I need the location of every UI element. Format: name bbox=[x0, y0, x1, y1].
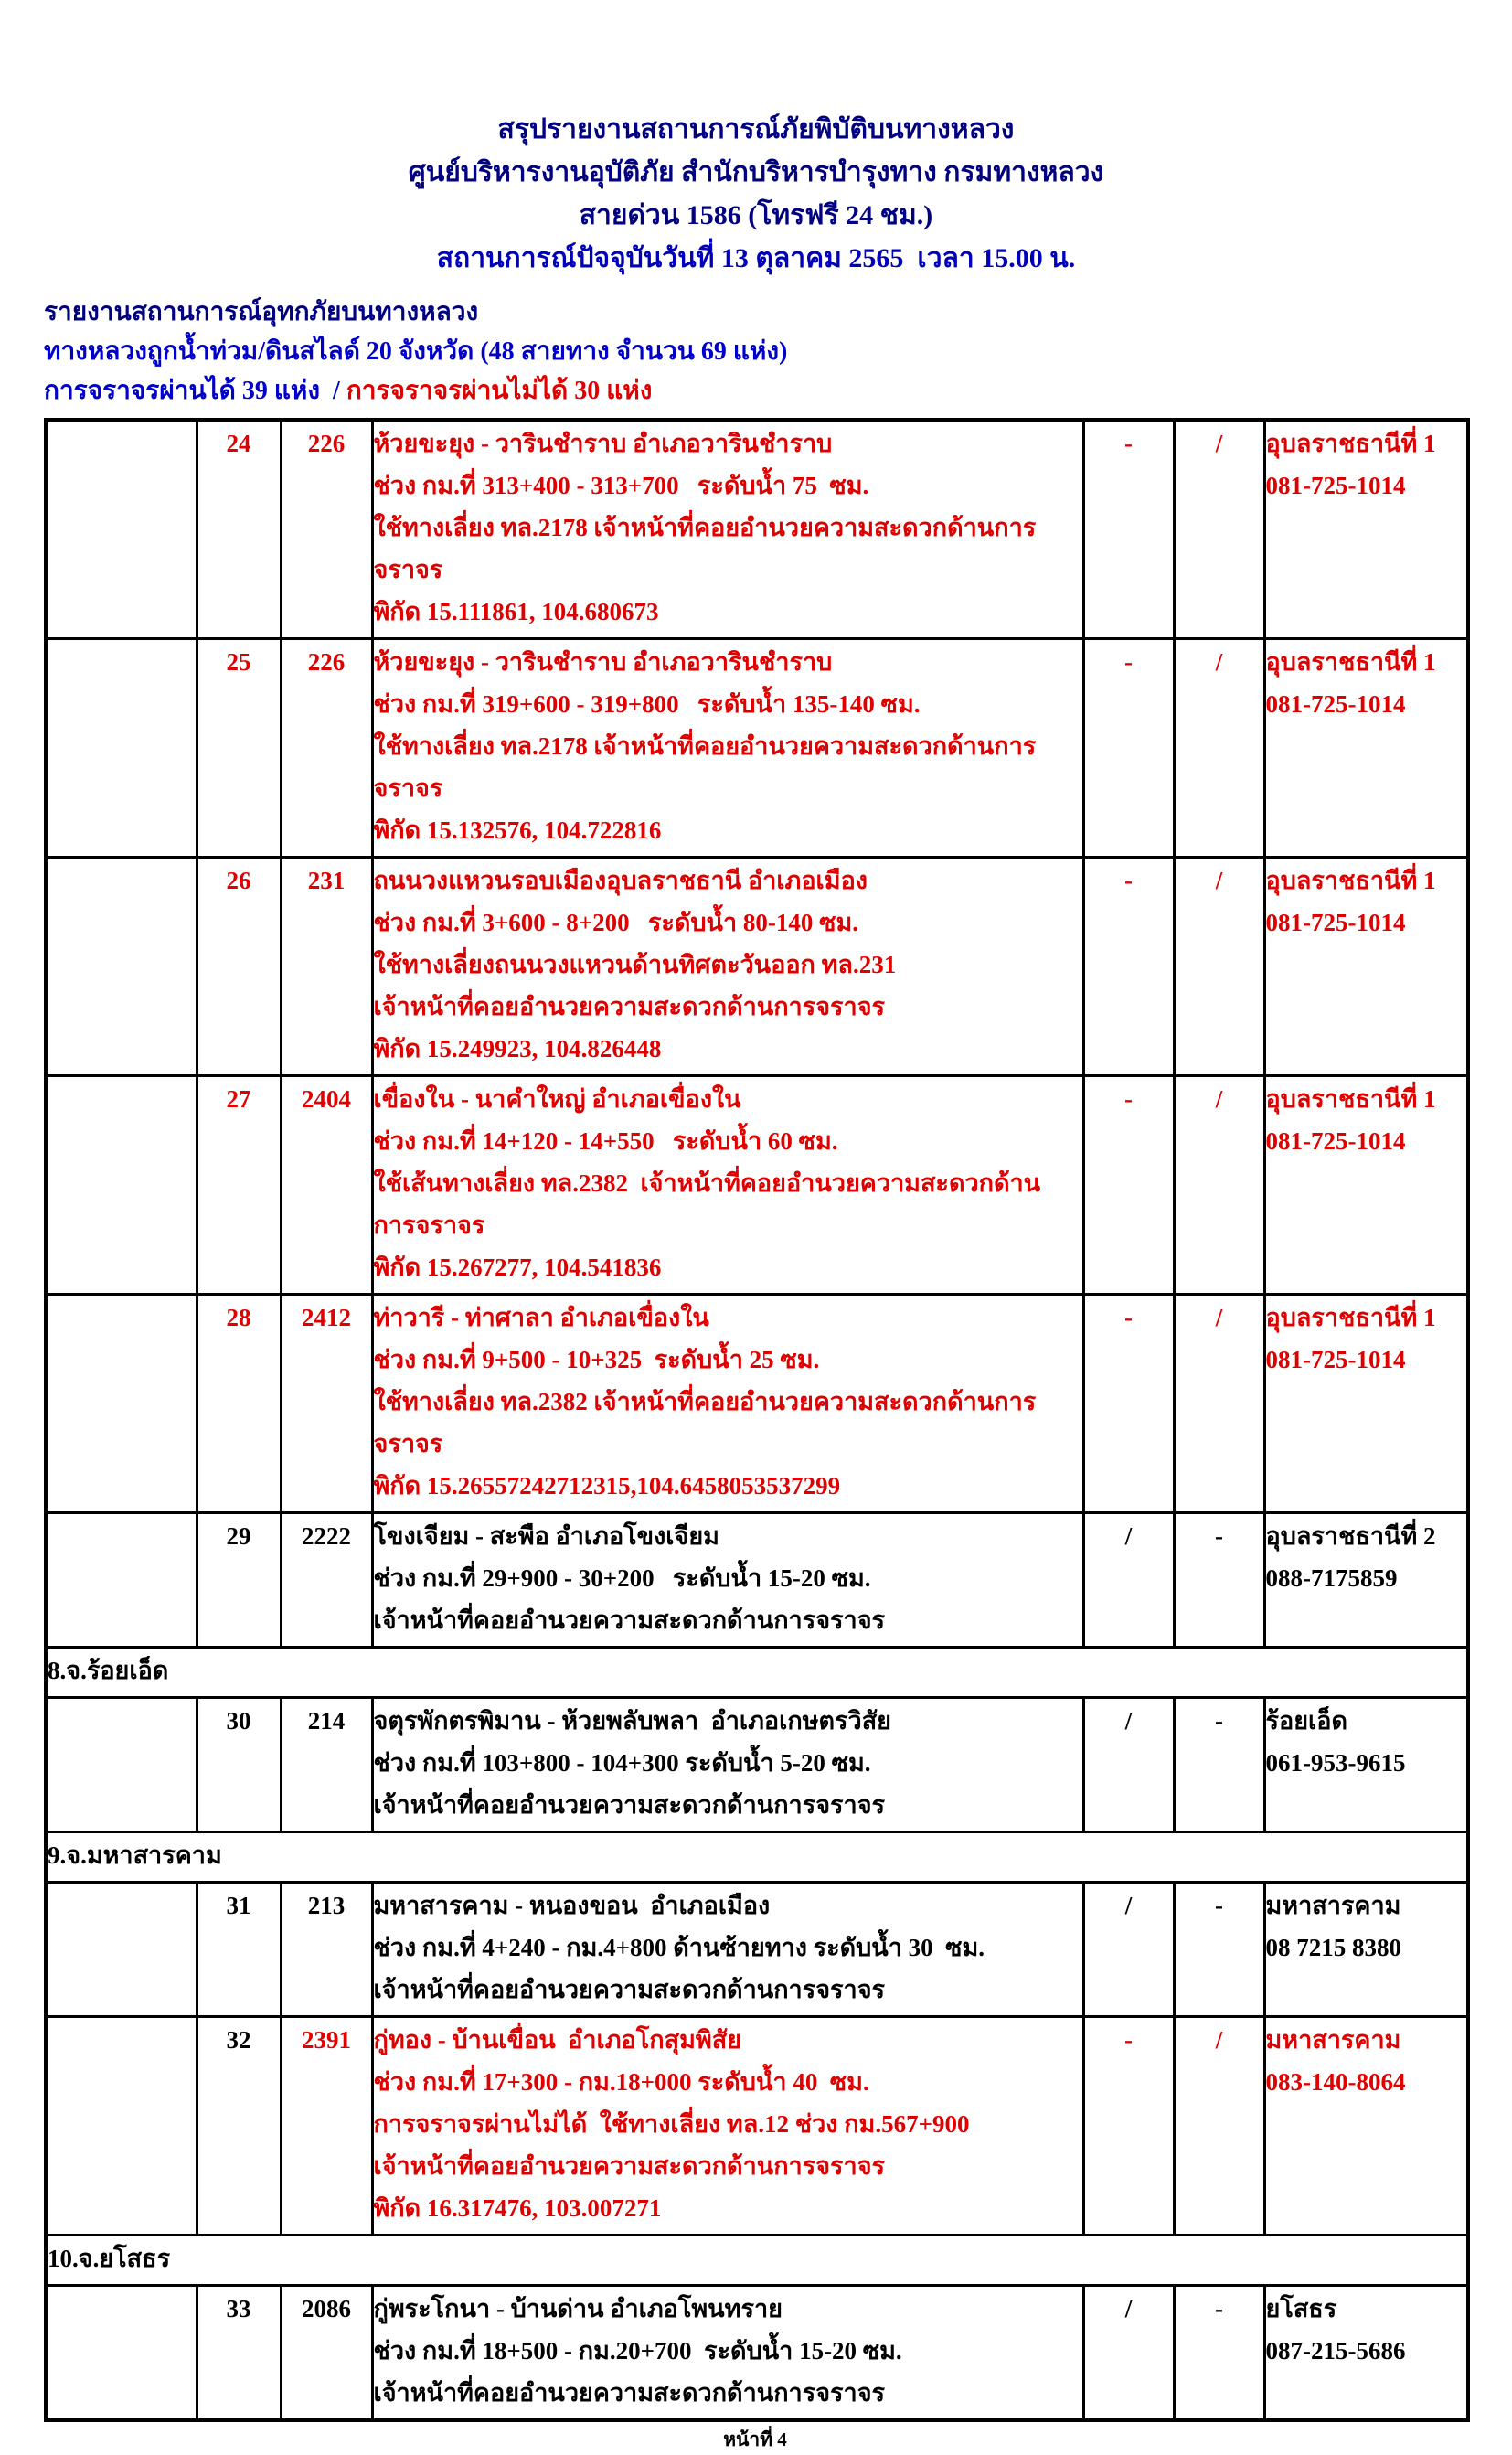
report-title: รายงานสถานการณ์อุทกภัยบนทางหลวง bbox=[44, 298, 479, 326]
header-hotline-line: สายด่วน 1586 (โทรฟรี 24 ชม.) bbox=[579, 200, 933, 230]
row-number-cell bbox=[197, 639, 281, 858]
province-cell bbox=[46, 858, 197, 1076]
cell-text-line: กู่พระโกนา - บ้านด่าน อำเภอโพนทราย bbox=[373, 2295, 783, 2322]
route-number-cell bbox=[281, 420, 372, 639]
passable-cell bbox=[1083, 2286, 1174, 2421]
cell-text-line: การจราจรผ่านไม่ได้ ใช้ทางเลี่ยง ทล.12 ช่วง กม.567+900 bbox=[373, 2110, 970, 2138]
route-number-cell bbox=[281, 858, 372, 1076]
contact-cell bbox=[1264, 858, 1468, 1076]
cell-text-line: พิกัด 15.111861, 104.680673 bbox=[373, 598, 659, 625]
cell-text-line: ใช้ทางเลี่ยง ทล.2178 เจ้าหน้าที่คอยอำนวยความสะดวกด้านการจราจร bbox=[373, 732, 1037, 802]
row-number-cell bbox=[197, 2286, 281, 2421]
cell-text-line: / bbox=[1215, 1304, 1223, 1331]
passable-cell bbox=[1083, 1698, 1174, 1832]
traffic-status-line bbox=[44, 371, 1512, 411]
cell-text-line: อุบลราชธานีที่ 1 bbox=[1265, 648, 1436, 676]
cell-text-line: 213 bbox=[307, 1892, 346, 1919]
cell-text-line: / bbox=[1215, 867, 1223, 894]
cell-text-line: ช่วง กม.ที่ 313+400 - 313+700 ระดับน้ำ 75 ซม. bbox=[373, 472, 869, 499]
description-cell bbox=[372, 2017, 1083, 2236]
cell-text-line: เจ้าหน้าที่คอยอำนวยความสะดวกด้านการจราจร bbox=[373, 1791, 886, 1819]
cell-text-line: อุบลราชธานีที่ 1 bbox=[1265, 1304, 1436, 1331]
cell-text-line bbox=[48, 641, 196, 683]
contact-cell bbox=[1264, 2017, 1468, 2236]
table-row bbox=[46, 858, 1468, 1076]
cell-text-line: มหาสารคาม - หนองขอน อำเภอเมือง bbox=[373, 1892, 771, 1919]
cell-text-line: 231 bbox=[307, 867, 346, 894]
blocked-cell bbox=[1174, 1076, 1264, 1295]
province-cell bbox=[46, 1295, 197, 1513]
cell-text-line: 087-215-5686 bbox=[1265, 2337, 1406, 2364]
report-page bbox=[0, 108, 1512, 2450]
route-number-cell bbox=[281, 2017, 372, 2236]
contact-cell bbox=[1264, 2286, 1468, 2421]
table-row bbox=[46, 1513, 1468, 1648]
row-number-cell bbox=[197, 1076, 281, 1295]
blocked-cell bbox=[1174, 1883, 1264, 2017]
description-cell bbox=[372, 420, 1083, 639]
traffic-passable-text: การจราจรผ่านได้ 39 แห่ง bbox=[44, 377, 327, 405]
blocked-cell bbox=[1174, 1513, 1264, 1648]
cell-text-line: 081-725-1014 bbox=[1265, 690, 1406, 718]
cell-text-line: อุบลราชธานีที่ 1 bbox=[1265, 867, 1436, 894]
cell-text-line: ใช้ทางเลี่ยง ทล.2178 เจ้าหน้าที่คอยอำนวยความสะดวกด้านการจราจร bbox=[373, 514, 1037, 583]
row-number-cell bbox=[197, 420, 281, 639]
contact-cell bbox=[1264, 1513, 1468, 1648]
province-section-row bbox=[46, 2236, 1468, 2286]
description-cell bbox=[372, 1883, 1083, 2017]
cell-text-line: เจ้าหน้าที่คอยอำนวยความสะดวกด้านการจราจร bbox=[373, 2379, 886, 2407]
passable-cell bbox=[1083, 420, 1174, 639]
province-section-label: 8.จ.ร้อยเอ็ด bbox=[46, 1648, 1468, 1698]
cell-text-line: 08 7215 8380 bbox=[1265, 1934, 1401, 1961]
province-section-label: 9.จ.มหาสารคาม bbox=[46, 1832, 1468, 1883]
cell-text-line: 061-953-9615 bbox=[1265, 1749, 1406, 1777]
province-section-row bbox=[46, 1648, 1468, 1698]
table-row bbox=[46, 420, 1468, 639]
contact-cell bbox=[1264, 1295, 1468, 1513]
cell-text-line: - bbox=[1215, 1892, 1223, 1919]
table-row bbox=[46, 1883, 1468, 2017]
cell-text-line: 2222 bbox=[302, 1522, 351, 1550]
description-cell bbox=[372, 639, 1083, 858]
route-number-cell bbox=[281, 1076, 372, 1295]
cell-text-line: 2086 bbox=[302, 2295, 351, 2322]
cell-text-line: ร้อยเอ็ด bbox=[1265, 1707, 1348, 1735]
cell-text-line: - bbox=[1215, 1522, 1223, 1550]
blocked-cell bbox=[1174, 420, 1264, 639]
cell-text-line: 28 bbox=[226, 1304, 251, 1331]
cell-text-line: ช่วง กม.ที่ 3+600 - 8+200 ระดับน้ำ 80-140 ซม. bbox=[373, 909, 859, 936]
cell-text-line: 214 bbox=[307, 1707, 346, 1735]
description-cell bbox=[372, 1295, 1083, 1513]
row-number-cell bbox=[197, 1513, 281, 1648]
table-row bbox=[46, 2017, 1468, 2236]
report-table-body bbox=[46, 420, 1468, 2420]
province-cell bbox=[46, 1698, 197, 1832]
cell-text-line bbox=[48, 2019, 196, 2061]
cell-text-line: ช่วง กม.ที่ 319+600 - 319+800 ระดับน้ำ 135-140 ซม. bbox=[373, 690, 921, 718]
cell-text-line: เจ้าหน้าที่คอยอำนวยความสะดวกด้านการจราจร bbox=[373, 1606, 886, 1634]
cell-text-line: - bbox=[1124, 430, 1133, 457]
cell-text-line: ใช้ทางเลี่ยง ทล.2382 เจ้าหน้าที่คอยอำนวยความสะดวกด้านการจราจร bbox=[373, 1388, 1037, 1457]
cell-text-line: - bbox=[1215, 1707, 1223, 1735]
contact-cell bbox=[1264, 1883, 1468, 2017]
cell-text-line: / bbox=[1124, 1707, 1133, 1735]
cell-text-line: - bbox=[1124, 648, 1133, 676]
province-cell bbox=[46, 1513, 197, 1648]
cell-text-line: / bbox=[1215, 2026, 1223, 2054]
blocked-cell bbox=[1174, 639, 1264, 858]
blocked-cell bbox=[1174, 1698, 1264, 1832]
row-number-cell bbox=[197, 858, 281, 1076]
cell-text-line: พิกัด 15.132576, 104.722816 bbox=[373, 817, 662, 844]
cell-text-line: พิกัด 15.267277, 104.541836 bbox=[373, 1254, 662, 1281]
cell-text-line bbox=[48, 1078, 196, 1120]
cell-text-line: ช่วง กม.ที่ 18+500 - กม.20+700 ระดับน้ำ 15-20 ซม. bbox=[373, 2337, 902, 2364]
cell-text-line: 24 bbox=[226, 430, 251, 457]
passable-cell bbox=[1083, 639, 1174, 858]
cell-text-line: - bbox=[1124, 867, 1133, 894]
description-cell bbox=[372, 1076, 1083, 1295]
contact-cell bbox=[1264, 639, 1468, 858]
cell-text-line bbox=[48, 1297, 196, 1339]
cell-text-line: มหาสารคาม bbox=[1265, 1892, 1401, 1919]
cell-text-line: เขื่องใน - นาคำใหญ่ อำเภอเขื่องใน bbox=[373, 1085, 741, 1113]
cell-text-line: / bbox=[1215, 430, 1223, 457]
cell-text-line: - bbox=[1124, 1304, 1133, 1331]
table-row bbox=[46, 2286, 1468, 2421]
cell-text-line: เจ้าหน้าที่คอยอำนวยความสะดวกด้านการจราจร bbox=[373, 1976, 886, 2003]
row-number-cell bbox=[197, 1698, 281, 1832]
cell-text-line: / bbox=[1215, 648, 1223, 676]
flood-summary-line: ทางหลวงถูกน้ำท่วม/ดินสไลด์ 20 จังหวัด (48 สายทาง จำนวน 69 แห่ง) bbox=[44, 337, 788, 366]
header-agency-line: ศูนย์บริหารงานอุบัติภัย สำนักบริหารบำรุงทาง กรมทางหลวง bbox=[408, 157, 1104, 187]
cell-text-line: พิกัด 15.249923, 104.826448 bbox=[373, 1035, 662, 1062]
cell-text-line: ใช้ทางเลี่ยงถนนวงแหวนด้านทิศตะวันออก ทล.231 bbox=[373, 951, 897, 978]
cell-text-line: 25 bbox=[226, 648, 251, 676]
route-number-cell bbox=[281, 639, 372, 858]
cell-text-line bbox=[48, 422, 196, 464]
cell-text-line: 33 bbox=[226, 2295, 251, 2322]
cell-text-line: ยโสธร bbox=[1265, 2295, 1337, 2322]
cell-text-line: 31 bbox=[226, 1892, 251, 1919]
blocked-cell bbox=[1174, 858, 1264, 1076]
cell-text-line: - bbox=[1215, 2295, 1223, 2322]
province-section-row bbox=[46, 1832, 1468, 1883]
traffic-blocked-text: การจราจรผ่านไม่ได้ 30 แห่ง bbox=[346, 377, 653, 405]
cell-text-line: ช่วง กม.ที่ 9+500 - 10+325 ระดับน้ำ 25 ซม. bbox=[373, 1346, 820, 1373]
table-row bbox=[46, 639, 1468, 858]
cell-text-line: 2404 bbox=[302, 1085, 351, 1113]
description-cell bbox=[372, 1698, 1083, 1832]
cell-text-line bbox=[48, 859, 196, 902]
cell-text-line: / bbox=[1215, 1085, 1223, 1113]
cell-text-line: เจ้าหน้าที่คอยอำนวยความสะดวกด้านการจราจร bbox=[373, 2152, 886, 2180]
cell-text-line: ห้วยขะยุง - วารินชำราบ อำเภอวารินชำราบ bbox=[373, 648, 833, 676]
cell-text-line: อุบลราชธานีที่ 1 bbox=[1265, 1085, 1436, 1113]
passable-cell bbox=[1083, 1883, 1174, 2017]
route-number-cell bbox=[281, 2286, 372, 2421]
cell-text-line: อุบลราชธานีที่ 1 bbox=[1265, 430, 1436, 457]
traffic-separator: / bbox=[326, 377, 346, 405]
cell-text-line: ช่วง กม.ที่ 14+120 - 14+550 ระดับน้ำ 60 ซม. bbox=[373, 1127, 838, 1155]
report-intro bbox=[44, 293, 1512, 411]
province-cell bbox=[46, 420, 197, 639]
cell-text-line: อุบลราชธานีที่ 2 bbox=[1265, 1522, 1436, 1550]
cell-text-line bbox=[48, 1884, 196, 1927]
cell-text-line: ช่วง กม.ที่ 4+240 - กม.4+800 ด้านซ้ายทาง ระดับน้ำ 30 ซม. bbox=[373, 1934, 985, 1961]
cell-text-line: พิกัด 15.26557242712315,104.6458053537299 bbox=[373, 1472, 841, 1500]
row-number-cell bbox=[197, 1883, 281, 2017]
route-number-cell bbox=[281, 1295, 372, 1513]
cell-text-line: 081-725-1014 bbox=[1265, 472, 1406, 499]
cell-text-line: ช่วง กม.ที่ 103+800 - 104+300 ระดับน้ำ 5-20 ซม. bbox=[373, 1749, 871, 1777]
row-number-cell bbox=[197, 2017, 281, 2236]
page-number: หน้าที่ 4 bbox=[723, 2428, 787, 2450]
table-row bbox=[46, 1698, 1468, 1832]
cell-text-line: 29 bbox=[226, 1522, 251, 1550]
province-cell bbox=[46, 1883, 197, 2017]
passable-cell bbox=[1083, 858, 1174, 1076]
cell-text-line: - bbox=[1124, 2026, 1133, 2054]
contact-cell bbox=[1264, 1076, 1468, 1295]
cell-text-line bbox=[48, 1700, 196, 1742]
blocked-cell bbox=[1174, 2286, 1264, 2421]
passable-cell bbox=[1083, 1295, 1174, 1513]
cell-text-line: 083-140-8064 bbox=[1265, 2068, 1406, 2096]
contact-cell bbox=[1264, 1698, 1468, 1832]
province-section-label: 10.จ.ยโสธร bbox=[46, 2236, 1468, 2286]
row-number-cell bbox=[197, 1295, 281, 1513]
description-cell bbox=[372, 1513, 1083, 1648]
passable-cell bbox=[1083, 1513, 1174, 1648]
province-cell bbox=[46, 2017, 197, 2236]
cell-text-line: พิกัด 16.317476, 103.007271 bbox=[373, 2194, 662, 2222]
document-header bbox=[0, 108, 1512, 280]
province-cell bbox=[46, 639, 197, 858]
header-date-line: สถานการณ์ปัจจุบันวันที่ 13 ตุลาคม 2565 เวลา 15.00 น. bbox=[436, 243, 1076, 273]
cell-text-line: 2412 bbox=[302, 1304, 351, 1331]
cell-text-line: 226 bbox=[307, 648, 346, 676]
cell-text-line: ใช้เส้นทางเลี่ยง ทล.2382 เจ้าหน้าที่คอยอำนวยความสะดวกด้านการจราจร bbox=[373, 1169, 1041, 1239]
province-cell bbox=[46, 1076, 197, 1295]
cell-text-line: / bbox=[1124, 1892, 1133, 1919]
cell-text-line: 081-725-1014 bbox=[1265, 1346, 1406, 1373]
route-number-cell bbox=[281, 1698, 372, 1832]
cell-text-line: 32 bbox=[226, 2026, 251, 2054]
cell-text-line: เจ้าหน้าที่คอยอำนวยความสะดวกด้านการจราจร bbox=[373, 993, 886, 1020]
cell-text-line: 2391 bbox=[302, 2026, 351, 2054]
cell-text-line: จตุรพักตรพิมาน - ห้วยพลับพลา อำเภอเกษตรวิสัย bbox=[373, 1707, 891, 1735]
cell-text-line: 088-7175859 bbox=[1265, 1564, 1398, 1592]
cell-text-line: 081-725-1014 bbox=[1265, 909, 1406, 936]
table-row bbox=[46, 1076, 1468, 1295]
cell-text-line: โขงเจียม - สะพือ อำเภอโขงเจียม bbox=[373, 1522, 719, 1550]
cell-text-line: กู่ทอง - บ้านเขื่อน อำเภอโกสุมพิสัย bbox=[373, 2026, 741, 2054]
cell-text-line: มหาสารคาม bbox=[1265, 2026, 1401, 2054]
route-number-cell bbox=[281, 1513, 372, 1648]
cell-text-line: ถนนวงแหวนรอบเมืองอุบลราชธานี อำเภอเมือง bbox=[373, 867, 868, 894]
cell-text-line: 081-725-1014 bbox=[1265, 1127, 1406, 1155]
province-cell bbox=[46, 2286, 197, 2421]
cell-text-line: ช่วง กม.ที่ 17+300 - กม.18+000 ระดับน้ำ 40 ซม. bbox=[373, 2068, 869, 2096]
description-cell bbox=[372, 858, 1083, 1076]
blocked-cell bbox=[1174, 1295, 1264, 1513]
passable-cell bbox=[1083, 2017, 1174, 2236]
cell-text-line: 226 bbox=[307, 430, 346, 457]
header-title-line: สรุปรายงานสถานการณ์ภัยพิบัติบนทางหลวง bbox=[497, 114, 1015, 144]
flood-report-table bbox=[44, 418, 1470, 2422]
cell-text-line: ท่าวารี - ท่าศาลา อำเภอเขื่องใน bbox=[373, 1304, 709, 1331]
passable-cell bbox=[1083, 1076, 1174, 1295]
cell-text-line bbox=[48, 2288, 196, 2330]
cell-text-line: - bbox=[1124, 1085, 1133, 1113]
cell-text-line: / bbox=[1124, 1522, 1133, 1550]
cell-text-line: / bbox=[1124, 2295, 1133, 2322]
cell-text-line bbox=[48, 1515, 196, 1557]
cell-text-line: ช่วง กม.ที่ 29+900 - 30+200 ระดับน้ำ 15-20 ซม. bbox=[373, 1564, 871, 1592]
description-cell bbox=[372, 2286, 1083, 2421]
cell-text-line: ห้วยขะยุง - วารินชำราบ อำเภอวารินชำราบ bbox=[373, 430, 833, 457]
cell-text-line: 26 bbox=[226, 867, 251, 894]
blocked-cell bbox=[1174, 2017, 1264, 2236]
cell-text-line: 27 bbox=[226, 1085, 251, 1113]
contact-cell bbox=[1264, 420, 1468, 639]
cell-text-line: 30 bbox=[226, 1707, 251, 1735]
table-row bbox=[46, 1295, 1468, 1513]
route-number-cell bbox=[281, 1883, 372, 2017]
